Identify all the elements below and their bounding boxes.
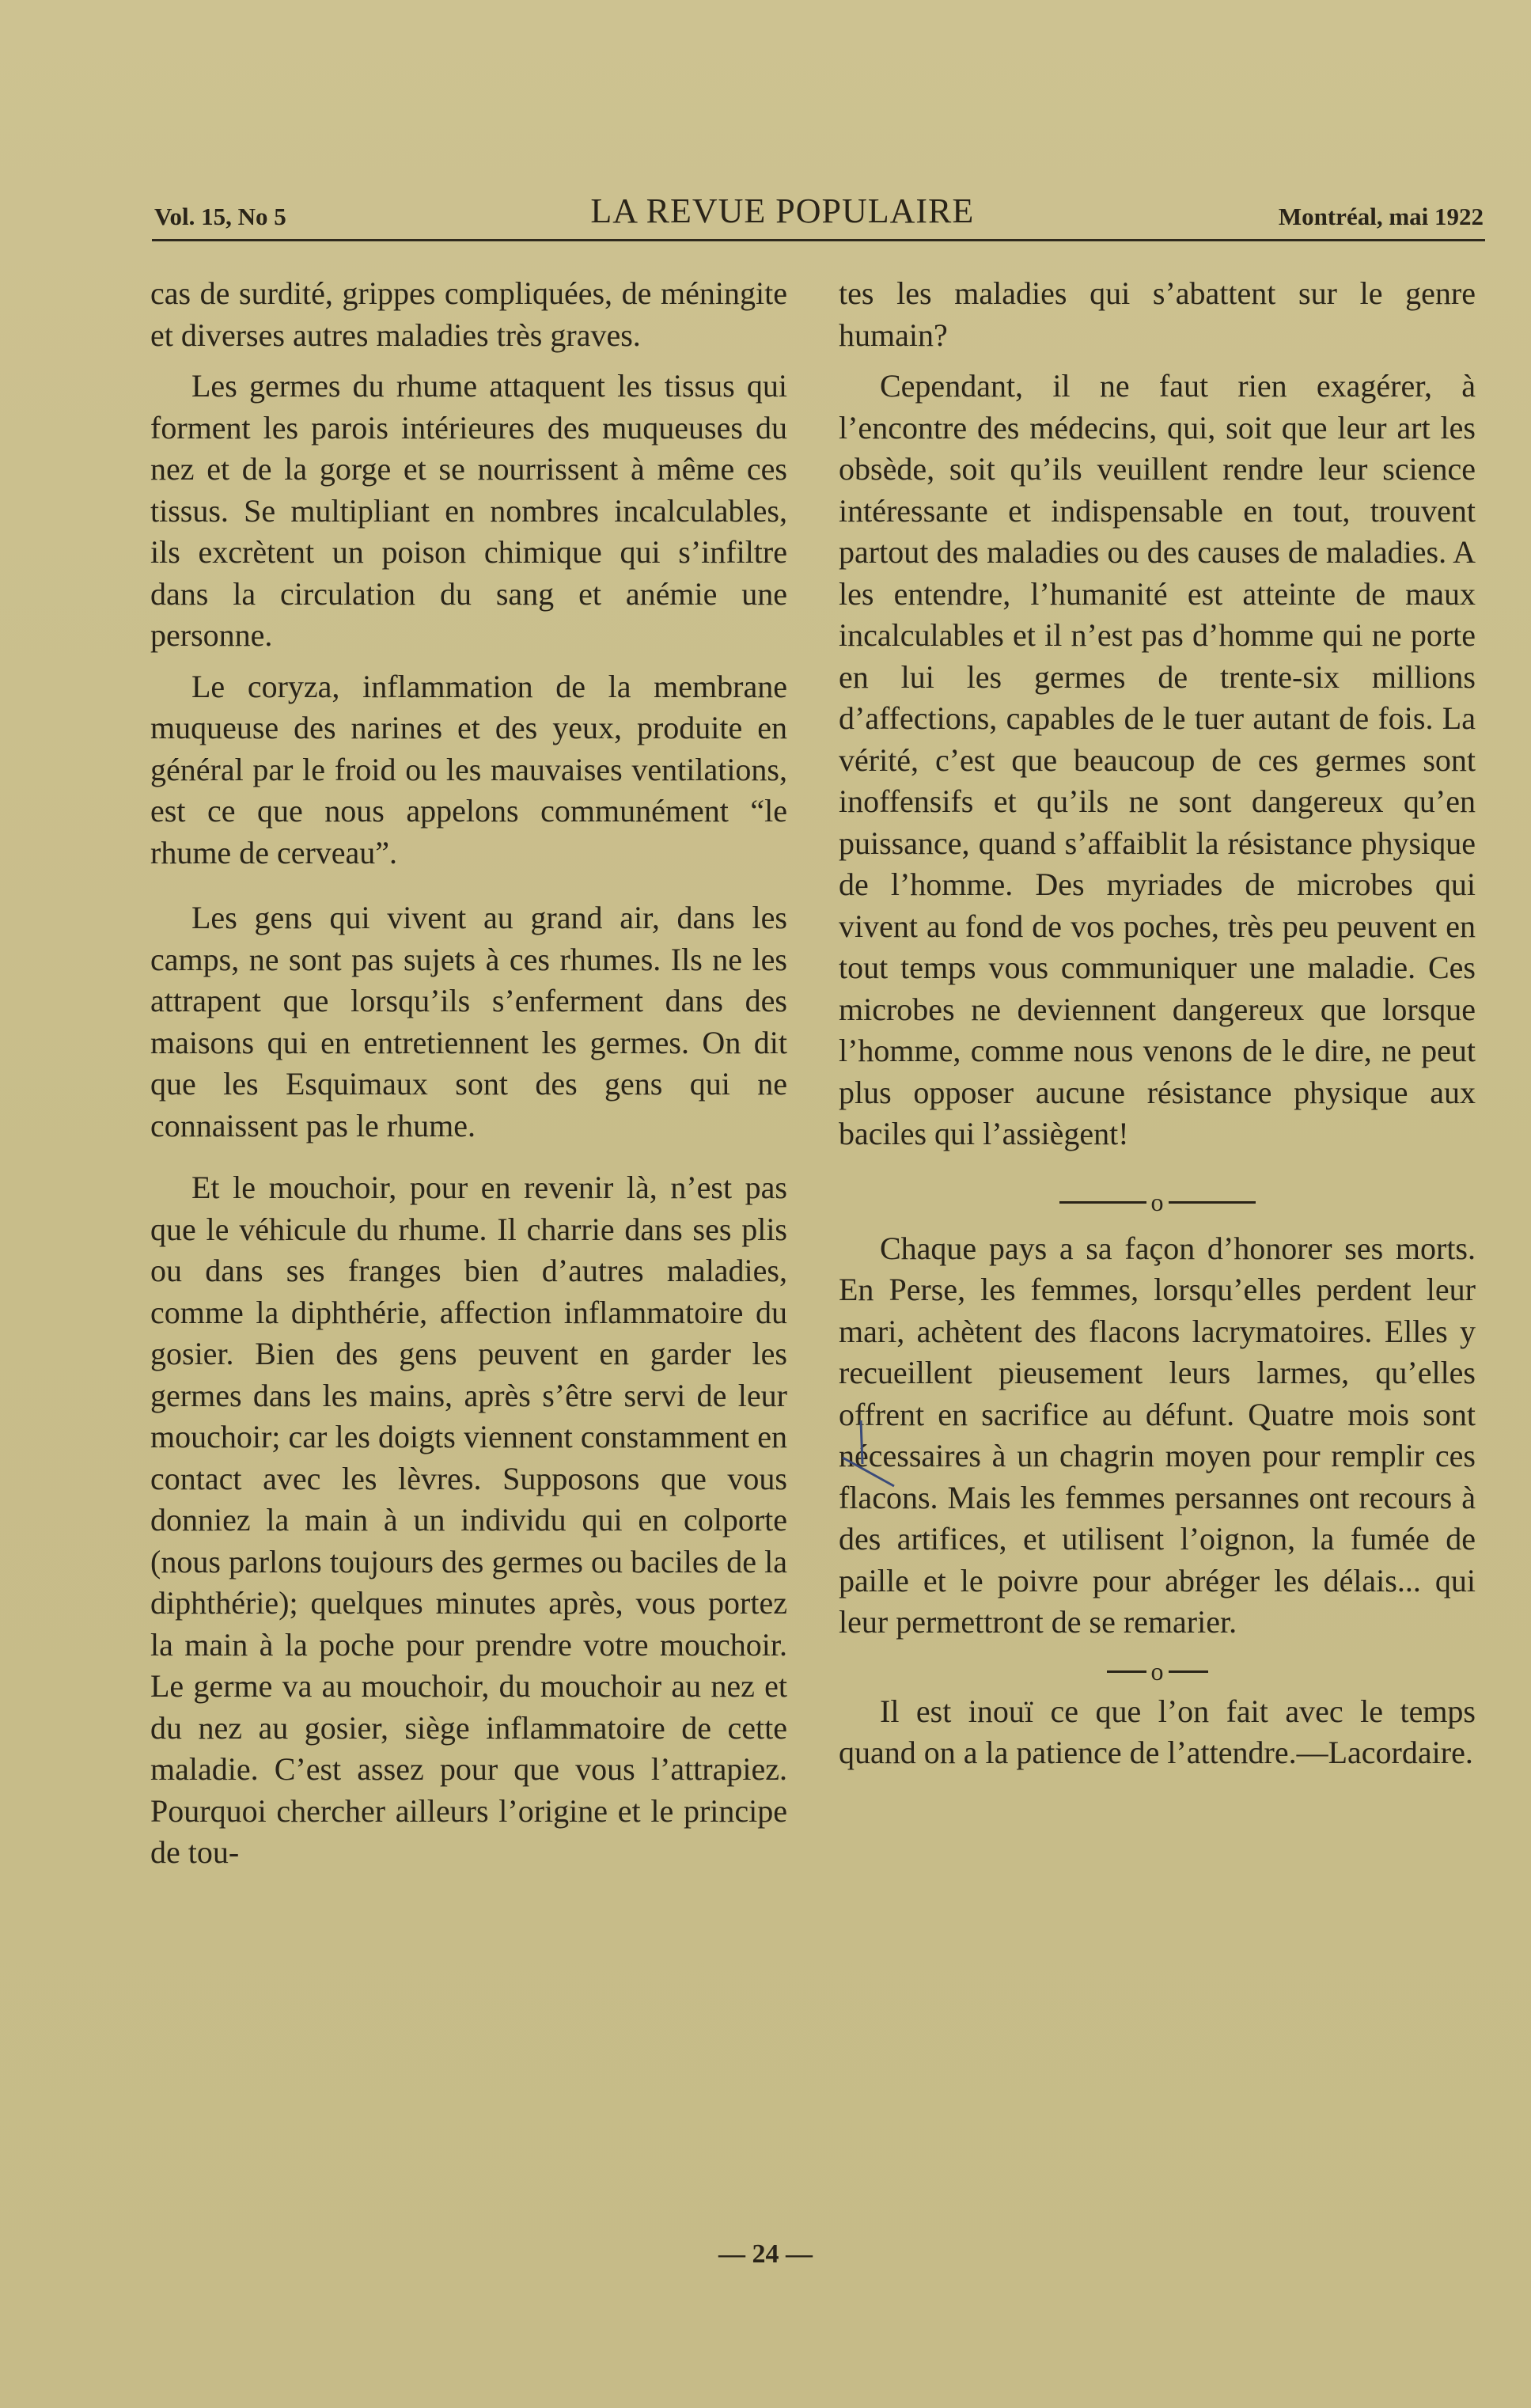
page-number: — 24 — xyxy=(718,2239,813,2269)
paragraph: Les germes du rhume attaquent les tissus qui forment les parois intérieures des muqueuses du nez et de la gorge et se nourrissent à même ces tissus. Se multipliant en nombres incalculables, ils excrètent un poison chimique qui s’infiltre dans la circulation du sang et anémie une personne. xyxy=(150,368,787,653)
pencil-mark-icon xyxy=(839,1416,902,1488)
volume-number: Vol. 15, No 5 xyxy=(154,203,286,230)
paragraph: Chaque pays a sa façon d’honorer ses morts. En Perse, les femmes, lorsqu’elles perdent leur mari, achètent des flacons lacrymatoires. Elles y recueillent pieusement leurs larmes, qu’elles offrent en sacrifice au défunt. Quatre mois sont nécessaires à un chagrin moyen pour remplir ces flacons. Mais les femmes persannes ont recours à des artifices, et utilisent l’oignon, la fumée de paille et le poivre pour abréger les délais... qui leur permettront de se remarier. xyxy=(839,1230,1476,1640)
header-rule xyxy=(152,239,1485,241)
paragraph: Et le mouchoir, pour en revenir là, n’est pas que le véhicule du rhume. Il charrie dans ses plis ou dans ses franges bien d’autres maladies, comme la diphthérie, affection inflammatoire du gosier. Bien des gens peuvent en garder les germes dans les mains, après s’être servi de leur mouchoir; car les doigts viennent constamment en contact avec les lèvres. Supposons que vous donniez la main à un individu qui en colporte (nous parlons toujours des germes ou baciles de la diphthérie); quelques minutes après, vous portez la main à la poche pour prendre votre mouchoir. Le germe va au mouchoir, du mouchoir au nez et du nez au gosier, siège inflammatoire de cette maladie. C’est assez pour que vous l’attrapiez. Pourquoi chercher ailleurs l’origine et le principe de tou- xyxy=(150,1170,787,1870)
magazine-title: LA REVUE POPULAIRE xyxy=(590,192,975,230)
issue-date: Montréal, mai 1922 xyxy=(1278,203,1484,230)
paragraph: Les gens qui vivent au grand air, dans les camps, ne sont pas sujets à ces rhumes. Ils ne les attrapent que lorsqu’ils s’enferment dans des maisons qui en entretiennent les germes. On dit que les Esquimaux sont des gens qui ne connaissent pas le rhume. xyxy=(150,900,787,1143)
paragraph: Cependant, il ne faut rien exagérer, à l’encontre des médecins, qui, soit que leur art les obsède, soit qu’ils veuillent rendre leur science intéressante et indispensable en tout, trouvent partout des maladies ou des causes de maladies. A les entendre, l’humanité est atteinte de maux incalculables et il n’est pas d’homme qui ne porte en lui les germes de trente-six millions d’affections, capables de le tuer autant de fois. La vérité, c’est que beaucoup de ces germes sont inoffensifs et qu’ils ne sont dangereux qu’en puissance, quand s’affaiblit la résistance physique de l’homme. Des myriades de microbes qui vivent au fond de vos poches, très peu peuvent en tout temps vous communiquer une maladie. Ces microbes ne deviennent dangereux que lorsque l’homme, comme nous venons de le dire, ne peut plus opposer aucune résistance physique aux baciles qui l’assiègent! xyxy=(839,368,1476,1151)
right-column xyxy=(839,273,1476,1784)
page-header xyxy=(154,184,1484,231)
quotation: Il est inouï ce que l’on fait avec le temps quand on a la patience de l’attendre.—Lacordaire. xyxy=(839,1693,1476,1770)
section-separator: o xyxy=(839,1653,1476,1691)
paragraph: cas de surdité, grippes compliquées, de méningite et diverses autres maladies très graves. xyxy=(150,275,787,353)
paragraph: Le coryza, inflammation de la membrane muqueuse des narines et des yeux, produite en général par le froid ou les mauvaises ventilations, est ce que nous appelons communément “le rhume de cerveau”. xyxy=(150,668,787,870)
paragraph: tes les maladies qui s’abattent sur le genre humain? xyxy=(839,275,1476,353)
section-separator: o xyxy=(839,1177,1476,1228)
left-column xyxy=(150,273,787,1883)
